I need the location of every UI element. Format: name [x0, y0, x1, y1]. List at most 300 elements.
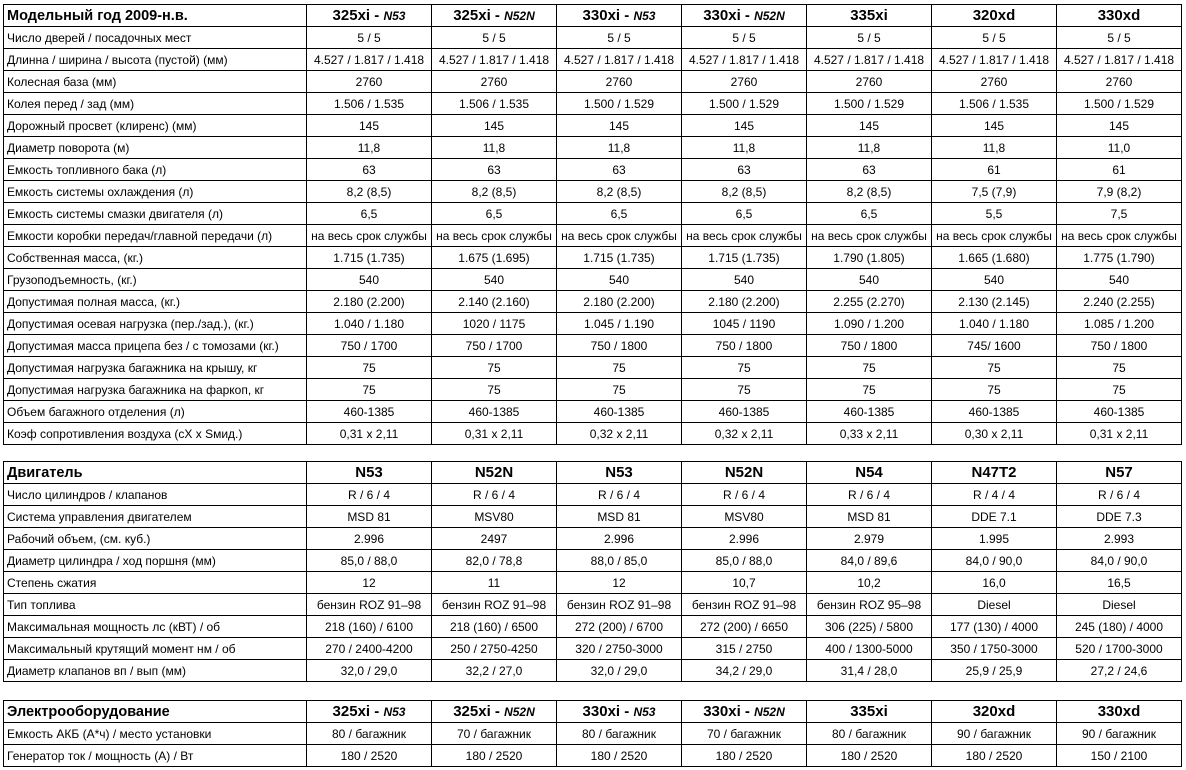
- cell-value: 1.506 / 1.535: [307, 93, 432, 115]
- cell-value: 8,2 (8,5): [807, 181, 932, 203]
- cell-value: 2.996: [557, 528, 682, 550]
- cell-value: 84,0 / 90,0: [932, 550, 1057, 572]
- cell-value: 1.500 / 1.529: [807, 93, 932, 115]
- table-row: [4, 506, 1182, 528]
- row-label: Емкости коробки передач/главной передачи (л): [4, 225, 307, 247]
- section-title: Электрооборудование: [4, 701, 307, 723]
- row-label: Генератор ток / мощность (А) / Вт: [4, 745, 307, 767]
- cell-value: 75: [432, 379, 557, 401]
- electrical-table: [3, 700, 1182, 767]
- cell-value: 5 / 5: [557, 27, 682, 49]
- cell-value: 540: [307, 269, 432, 291]
- cell-value: 520 / 1700-3000: [1057, 638, 1182, 660]
- cell-value: 245 (180) / 4000: [1057, 616, 1182, 638]
- row-label: Число дверей / посадочных мест: [4, 27, 307, 49]
- cell-value: 1.715 (1.735): [682, 247, 807, 269]
- cell-value: 11,0: [1057, 137, 1182, 159]
- cell-value: 75: [807, 357, 932, 379]
- cell-value: 7,9 (8,2): [1057, 181, 1182, 203]
- cell-value: 4.527 / 1.817 / 1.418: [807, 49, 932, 71]
- cell-value: 63: [682, 159, 807, 181]
- cell-value: 750 / 1800: [557, 335, 682, 357]
- cell-value: 1.506 / 1.535: [932, 93, 1057, 115]
- cell-value: 32,0 / 29,0: [557, 660, 682, 682]
- cell-value: DDE 7.1: [932, 506, 1057, 528]
- cell-value: на весь срок службы: [432, 225, 557, 247]
- cell-value: 70 / багажник: [432, 723, 557, 745]
- cell-value: 1.500 / 1.529: [682, 93, 807, 115]
- cell-value: 75: [932, 357, 1057, 379]
- cell-value: 2.996: [682, 528, 807, 550]
- cell-value: 80 / багажник: [307, 723, 432, 745]
- cell-value: MSV80: [432, 506, 557, 528]
- section-title: Модельный год 2009-н.в.: [4, 5, 307, 27]
- cell-value: 16,0: [932, 572, 1057, 594]
- cell-value: 75: [807, 379, 932, 401]
- cell-value: 0,31 х 2,11: [432, 423, 557, 445]
- cell-value: 85,0 / 88,0: [307, 550, 432, 572]
- cell-value: 27,2 / 24,6: [1057, 660, 1182, 682]
- cell-value: 75: [932, 379, 1057, 401]
- cell-value: 145: [307, 115, 432, 137]
- column-header: N54: [807, 462, 932, 484]
- table-row: [4, 181, 1182, 203]
- cell-value: 1.790 (1.805): [807, 247, 932, 269]
- cell-value: 145: [557, 115, 682, 137]
- cell-value: 2760: [807, 71, 932, 93]
- cell-value: 1.090 / 1.200: [807, 313, 932, 335]
- cell-value: 7,5: [1057, 203, 1182, 225]
- column-header: N53: [557, 462, 682, 484]
- row-label: Допустимая осевая нагрузка (пер./зад.), (кг.): [4, 313, 307, 335]
- row-label: Дорожный просвет (клиренс) (мм): [4, 115, 307, 137]
- cell-value: 11,8: [557, 137, 682, 159]
- cell-value: 180 / 2520: [932, 745, 1057, 767]
- section-title: Двигатель: [4, 462, 307, 484]
- table-row: [4, 660, 1182, 682]
- cell-value: 90 / багажник: [932, 723, 1057, 745]
- row-label: Емкость топливного бака (л): [4, 159, 307, 181]
- table-row: [4, 93, 1182, 115]
- row-label: Длинна / ширина / высота (пустой) (мм): [4, 49, 307, 71]
- table-header-row: [4, 701, 1182, 723]
- cell-value: 2.180 (2.200): [557, 291, 682, 313]
- table-row: [4, 423, 1182, 445]
- row-label: Емкость системы охлаждения (л): [4, 181, 307, 203]
- cell-value: 70 / багажник: [682, 723, 807, 745]
- cell-value: R / 6 / 4: [1057, 484, 1182, 506]
- row-label: Емкость АКБ (А*ч) / место установки: [4, 723, 307, 745]
- cell-value: 31,4 / 28,0: [807, 660, 932, 682]
- row-label: Объем багажного отделения (л): [4, 401, 307, 423]
- cell-value: 85,0 / 88,0: [682, 550, 807, 572]
- cell-value: 8,2 (8,5): [307, 181, 432, 203]
- cell-value: 6,5: [682, 203, 807, 225]
- column-header: 330xd: [1057, 5, 1182, 27]
- cell-value: 400 / 1300-5000: [807, 638, 932, 660]
- cell-value: 2.130 (2.145): [932, 291, 1057, 313]
- cell-value: 180 / 2520: [557, 745, 682, 767]
- cell-value: R / 6 / 4: [807, 484, 932, 506]
- cell-value: 12: [557, 572, 682, 594]
- row-label: Допустимая полная масса, (кг.): [4, 291, 307, 313]
- column-header: N53: [307, 462, 432, 484]
- cell-value: бензин ROZ 91–98: [307, 594, 432, 616]
- table-row: [4, 484, 1182, 506]
- column-header: 320xd: [932, 5, 1057, 27]
- cell-value: 75: [1057, 379, 1182, 401]
- cell-value: 2.140 (2.160): [432, 291, 557, 313]
- cell-value: 5 / 5: [932, 27, 1057, 49]
- cell-value: 2497: [432, 528, 557, 550]
- column-header: 325xi - N53: [307, 701, 432, 723]
- cell-value: 180 / 2520: [682, 745, 807, 767]
- column-header: 325xi - N52N: [432, 5, 557, 27]
- cell-value: R / 6 / 4: [557, 484, 682, 506]
- cell-value: 1.775 (1.790): [1057, 247, 1182, 269]
- cell-value: Diesel: [1057, 594, 1182, 616]
- cell-value: 4.527 / 1.817 / 1.418: [432, 49, 557, 71]
- cell-value: 2760: [682, 71, 807, 93]
- cell-value: 145: [1057, 115, 1182, 137]
- cell-value: 177 (130) / 4000: [932, 616, 1057, 638]
- cell-value: 218 (160) / 6500: [432, 616, 557, 638]
- cell-value: 5 / 5: [682, 27, 807, 49]
- row-label: Максимальная мощность лс (кВТ) / об: [4, 616, 307, 638]
- cell-value: 10,2: [807, 572, 932, 594]
- cell-value: 460-1385: [682, 401, 807, 423]
- cell-value: 150 / 2100: [1057, 745, 1182, 767]
- cell-value: 61: [1057, 159, 1182, 181]
- cell-value: 6,5: [557, 203, 682, 225]
- row-label: Степень сжатия: [4, 572, 307, 594]
- cell-value: 180 / 2520: [307, 745, 432, 767]
- cell-value: 1.040 / 1.180: [307, 313, 432, 335]
- cell-value: на весь срок службы: [557, 225, 682, 247]
- dimensions-table: [3, 4, 1182, 445]
- column-header: 325xi - N53: [307, 5, 432, 27]
- cell-value: 306 (225) / 5800: [807, 616, 932, 638]
- cell-value: 540: [1057, 269, 1182, 291]
- table-row: [4, 638, 1182, 660]
- cell-value: 320 / 2750-3000: [557, 638, 682, 660]
- cell-value: 1020 / 1175: [432, 313, 557, 335]
- table-header-row: [4, 5, 1182, 27]
- cell-value: MSD 81: [307, 506, 432, 528]
- column-header: N57: [1057, 462, 1182, 484]
- row-label: Емкость системы смазки двигателя (л): [4, 203, 307, 225]
- table-header-row: [4, 462, 1182, 484]
- cell-value: 0,30 х 2,11: [932, 423, 1057, 445]
- cell-value: бензин ROZ 91–98: [682, 594, 807, 616]
- cell-value: 75: [307, 379, 432, 401]
- cell-value: R / 6 / 4: [682, 484, 807, 506]
- row-label: Диаметр поворота (м): [4, 137, 307, 159]
- cell-value: 5 / 5: [807, 27, 932, 49]
- table-row: [4, 291, 1182, 313]
- cell-value: 6,5: [307, 203, 432, 225]
- cell-value: 145: [432, 115, 557, 137]
- table-row: [4, 49, 1182, 71]
- row-label: Грузоподъемность, (кг.): [4, 269, 307, 291]
- row-label: Диаметр цилиндра / ход поршня (мм): [4, 550, 307, 572]
- table-row: [4, 159, 1182, 181]
- column-header: N47T2: [932, 462, 1057, 484]
- cell-value: R / 4 / 4: [932, 484, 1057, 506]
- cell-value: на весь срок службы: [1057, 225, 1182, 247]
- cell-value: 2760: [307, 71, 432, 93]
- cell-value: 11,8: [432, 137, 557, 159]
- cell-value: 2760: [432, 71, 557, 93]
- column-header: 330xi - N53: [557, 5, 682, 27]
- cell-value: 6,5: [432, 203, 557, 225]
- cell-value: 88,0 / 85,0: [557, 550, 682, 572]
- cell-value: 63: [807, 159, 932, 181]
- row-label: Колесная база (мм): [4, 71, 307, 93]
- table-row: [4, 247, 1182, 269]
- cell-value: 4.527 / 1.817 / 1.418: [932, 49, 1057, 71]
- cell-value: 0,31 х 2,11: [307, 423, 432, 445]
- cell-value: 460-1385: [307, 401, 432, 423]
- cell-value: R / 6 / 4: [307, 484, 432, 506]
- cell-value: 4.527 / 1.817 / 1.418: [307, 49, 432, 71]
- cell-value: 218 (160) / 6100: [307, 616, 432, 638]
- table-row: [4, 225, 1182, 247]
- table-row: [4, 528, 1182, 550]
- cell-value: 11: [432, 572, 557, 594]
- table-row: [4, 137, 1182, 159]
- cell-value: 32,0 / 29,0: [307, 660, 432, 682]
- cell-value: 750 / 1800: [807, 335, 932, 357]
- row-label: Коэф сопротивления воздуха (сX х Sмид.): [4, 423, 307, 445]
- cell-value: 270 / 2400-4200: [307, 638, 432, 660]
- cell-value: 460-1385: [932, 401, 1057, 423]
- table-row: [4, 723, 1182, 745]
- cell-value: 0,33 х 2,11: [807, 423, 932, 445]
- cell-value: 2760: [932, 71, 1057, 93]
- cell-value: 350 / 1750-3000: [932, 638, 1057, 660]
- cell-value: 10,7: [682, 572, 807, 594]
- cell-value: 82,0 / 78,8: [432, 550, 557, 572]
- engine-table: [3, 461, 1182, 682]
- cell-value: 540: [557, 269, 682, 291]
- cell-value: 63: [557, 159, 682, 181]
- cell-value: 12: [307, 572, 432, 594]
- table-row: [4, 401, 1182, 423]
- table-row: [4, 745, 1182, 767]
- cell-value: 84,0 / 90,0: [1057, 550, 1182, 572]
- cell-value: 460-1385: [432, 401, 557, 423]
- cell-value: MSD 81: [807, 506, 932, 528]
- table-row: [4, 27, 1182, 49]
- cell-value: 2760: [1057, 71, 1182, 93]
- table-row: [4, 550, 1182, 572]
- cell-value: 540: [932, 269, 1057, 291]
- cell-value: 5,5: [932, 203, 1057, 225]
- row-label: Максимальный крутящий момент нм / об: [4, 638, 307, 660]
- column-header: N52N: [682, 462, 807, 484]
- cell-value: 750 / 1800: [682, 335, 807, 357]
- cell-value: 75: [682, 357, 807, 379]
- cell-value: 460-1385: [557, 401, 682, 423]
- table-row: [4, 572, 1182, 594]
- cell-value: 2.240 (2.255): [1057, 291, 1182, 313]
- cell-value: 8,2 (8,5): [682, 181, 807, 203]
- column-header: 335xi: [807, 5, 932, 27]
- column-header: 325xi - N52N: [432, 701, 557, 723]
- cell-value: 8,2 (8,5): [557, 181, 682, 203]
- table-row: [4, 335, 1182, 357]
- cell-value: 61: [932, 159, 1057, 181]
- cell-value: 63: [307, 159, 432, 181]
- cell-value: 0,31 х 2,11: [1057, 423, 1182, 445]
- cell-value: 75: [557, 357, 682, 379]
- table-row: [4, 313, 1182, 335]
- cell-value: 1.995: [932, 528, 1057, 550]
- cell-value: 11,8: [807, 137, 932, 159]
- cell-value: 1.500 / 1.529: [1057, 93, 1182, 115]
- cell-value: 75: [1057, 357, 1182, 379]
- row-label: Собственная масса, (кг.): [4, 247, 307, 269]
- cell-value: 6,5: [807, 203, 932, 225]
- cell-value: 16,5: [1057, 572, 1182, 594]
- cell-value: 145: [932, 115, 1057, 137]
- cell-value: 2.255 (2.270): [807, 291, 932, 313]
- cell-value: 84,0 / 89,6: [807, 550, 932, 572]
- cell-value: 1.715 (1.735): [307, 247, 432, 269]
- row-label: Диаметр клапанов вп / вып (мм): [4, 660, 307, 682]
- row-label: Число цилиндров / клапанов: [4, 484, 307, 506]
- cell-value: DDE 7.3: [1057, 506, 1182, 528]
- cell-value: 1.085 / 1.200: [1057, 313, 1182, 335]
- cell-value: бензин ROZ 91–98: [432, 594, 557, 616]
- cell-value: 750 / 1800: [1057, 335, 1182, 357]
- cell-value: бензин ROZ 91–98: [557, 594, 682, 616]
- cell-value: 8,2 (8,5): [432, 181, 557, 203]
- cell-value: 4.527 / 1.817 / 1.418: [1057, 49, 1182, 71]
- table-row: [4, 616, 1182, 638]
- column-header: 330xi - N52N: [682, 5, 807, 27]
- cell-value: 34,2 / 29,0: [682, 660, 807, 682]
- cell-value: 1.715 (1.735): [557, 247, 682, 269]
- cell-value: 1.506 / 1.535: [432, 93, 557, 115]
- cell-value: 1.045 / 1.190: [557, 313, 682, 335]
- row-label: Рабочий объем, (см. куб.): [4, 528, 307, 550]
- cell-value: на весь срок службы: [682, 225, 807, 247]
- table-row: [4, 203, 1182, 225]
- cell-value: 11,8: [682, 137, 807, 159]
- cell-value: 80 / багажник: [557, 723, 682, 745]
- cell-value: 90 / багажник: [1057, 723, 1182, 745]
- row-label: Допустимая нагрузка багажника на фаркоп, кг: [4, 379, 307, 401]
- cell-value: 2.996: [307, 528, 432, 550]
- column-header: 320xd: [932, 701, 1057, 723]
- cell-value: 460-1385: [807, 401, 932, 423]
- row-label: Колея перед / зад (мм): [4, 93, 307, 115]
- cell-value: 145: [682, 115, 807, 137]
- cell-value: 75: [307, 357, 432, 379]
- cell-value: 80 / багажник: [807, 723, 932, 745]
- column-header: 330xi - N52N: [682, 701, 807, 723]
- cell-value: 145: [807, 115, 932, 137]
- row-label: Допустимая нагрузка багажника на крышу, кг: [4, 357, 307, 379]
- cell-value: 540: [682, 269, 807, 291]
- row-label: Тип топлива: [4, 594, 307, 616]
- cell-value: 315 / 2750: [682, 638, 807, 660]
- column-header: 330xi - N53: [557, 701, 682, 723]
- row-label: Система управления двигателем: [4, 506, 307, 528]
- cell-value: 272 (200) / 6650: [682, 616, 807, 638]
- cell-value: 750 / 1700: [307, 335, 432, 357]
- table-row: [4, 71, 1182, 93]
- cell-value: 180 / 2520: [432, 745, 557, 767]
- cell-value: 1045 / 1190: [682, 313, 807, 335]
- table-row: [4, 594, 1182, 616]
- cell-value: 2.180 (2.200): [307, 291, 432, 313]
- cell-value: MSD 81: [557, 506, 682, 528]
- column-header: 330xd: [1057, 701, 1182, 723]
- cell-value: на весь срок службы: [307, 225, 432, 247]
- table-row: [4, 379, 1182, 401]
- cell-value: 745/ 1600: [932, 335, 1057, 357]
- table-row: [4, 269, 1182, 291]
- cell-value: 750 / 1700: [432, 335, 557, 357]
- cell-value: 5 / 5: [432, 27, 557, 49]
- cell-value: 2.979: [807, 528, 932, 550]
- cell-value: 7,5 (7,9): [932, 181, 1057, 203]
- cell-value: 75: [682, 379, 807, 401]
- cell-value: 540: [807, 269, 932, 291]
- table-row: [4, 357, 1182, 379]
- cell-value: R / 6 / 4: [432, 484, 557, 506]
- cell-value: 540: [432, 269, 557, 291]
- cell-value: бензин ROZ 95–98: [807, 594, 932, 616]
- row-label: Допустимая масса прицепа без / с томозами (кг.): [4, 335, 307, 357]
- cell-value: 75: [557, 379, 682, 401]
- cell-value: 2.180 (2.200): [682, 291, 807, 313]
- column-header: 335xi: [807, 701, 932, 723]
- cell-value: на весь срок службы: [807, 225, 932, 247]
- cell-value: 4.527 / 1.817 / 1.418: [557, 49, 682, 71]
- cell-value: 0,32 х 2,11: [682, 423, 807, 445]
- table-row: [4, 115, 1182, 137]
- cell-value: 63: [432, 159, 557, 181]
- cell-value: 180 / 2520: [807, 745, 932, 767]
- cell-value: 32,2 / 27,0: [432, 660, 557, 682]
- cell-value: 11,8: [307, 137, 432, 159]
- cell-value: 2.993: [1057, 528, 1182, 550]
- cell-value: 75: [432, 357, 557, 379]
- cell-value: 250 / 2750-4250: [432, 638, 557, 660]
- cell-value: 25,9 / 25,9: [932, 660, 1057, 682]
- cell-value: 460-1385: [1057, 401, 1182, 423]
- cell-value: Diesel: [932, 594, 1057, 616]
- cell-value: 5 / 5: [1057, 27, 1182, 49]
- cell-value: 1.500 / 1.529: [557, 93, 682, 115]
- cell-value: 2760: [557, 71, 682, 93]
- cell-value: MSV80: [682, 506, 807, 528]
- cell-value: 1.675 (1.695): [432, 247, 557, 269]
- cell-value: 272 (200) / 6700: [557, 616, 682, 638]
- cell-value: 11,8: [932, 137, 1057, 159]
- cell-value: 5 / 5: [307, 27, 432, 49]
- cell-value: на весь срок службы: [932, 225, 1057, 247]
- cell-value: 1.040 / 1.180: [932, 313, 1057, 335]
- cell-value: 1.665 (1.680): [932, 247, 1057, 269]
- column-header: N52N: [432, 462, 557, 484]
- cell-value: 4.527 / 1.817 / 1.418: [682, 49, 807, 71]
- cell-value: 0,32 х 2,11: [557, 423, 682, 445]
